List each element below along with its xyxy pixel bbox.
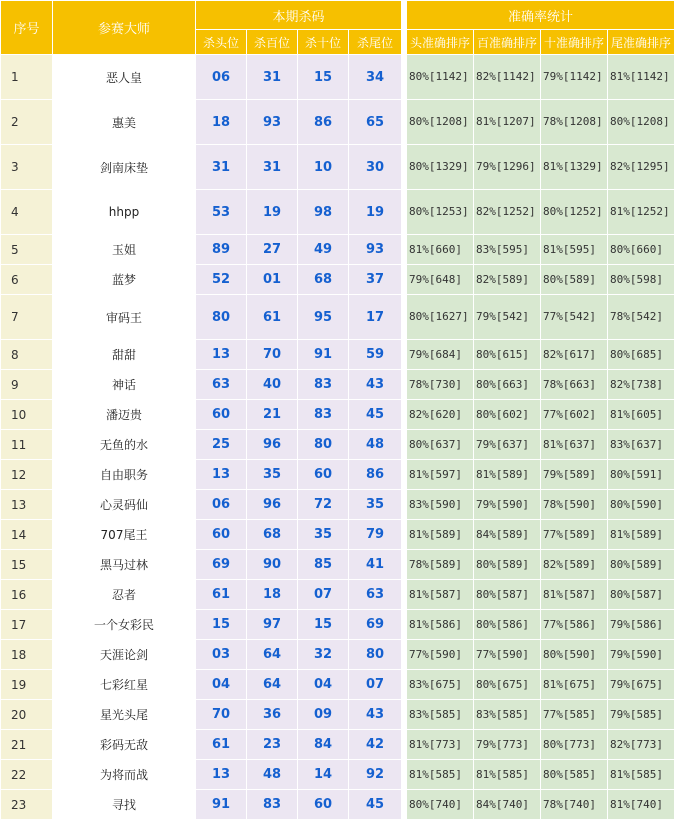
accuracy-stat: 81%[587] [407, 580, 473, 609]
kill-number: 89 [196, 235, 246, 264]
master-name: 自由职务 [53, 460, 195, 489]
accuracy-stat: 83%[590] [407, 490, 473, 519]
accuracy-stat: 77%[590] [407, 640, 473, 669]
accuracy-stat: 79%[586] [608, 610, 674, 639]
accuracy-stat: 78%[730] [407, 370, 473, 399]
kill-number: 45 [349, 790, 401, 819]
kill-number: 80 [298, 430, 348, 459]
accuracy-stat: 80%[1208] [608, 100, 674, 144]
accuracy-stat: 81%[595] [541, 235, 607, 264]
kill-number: 48 [349, 430, 401, 459]
accuracy-stat: 77%[589] [541, 520, 607, 549]
accuracy-stat: 80%[1253] [407, 190, 473, 234]
kill-number: 52 [196, 265, 246, 294]
kill-group-header: 本期杀码 [196, 1, 401, 29]
master-header: 参赛大师 [53, 1, 195, 54]
kill-number: 83 [298, 400, 348, 429]
row-seq: 17 [1, 610, 52, 639]
master-name: 无鱼的水 [53, 430, 195, 459]
accuracy-stat: 80%[586] [474, 610, 540, 639]
master-name: 彩码无敌 [53, 730, 195, 759]
master-name: 为将而战 [53, 760, 195, 789]
row-seq: 21 [1, 730, 52, 759]
kill-number: 43 [349, 370, 401, 399]
kill-number: 83 [298, 370, 348, 399]
kill-number: 80 [196, 295, 246, 339]
row-separator [402, 430, 406, 459]
accuracy-stat: 79%[542] [474, 295, 540, 339]
stat-col-header: 头准确排序 [407, 30, 473, 54]
accuracy-stat: 81%[740] [608, 790, 674, 819]
row-seq: 6 [1, 265, 52, 294]
row-separator [402, 490, 406, 519]
kill-col-header: 杀十位 [298, 30, 348, 54]
kill-number: 70 [196, 700, 246, 729]
accuracy-stat: 80%[663] [474, 370, 540, 399]
row-separator [402, 55, 406, 99]
table-row [1, 550, 674, 579]
kill-number: 10 [298, 145, 348, 189]
kill-number: 15 [298, 610, 348, 639]
kill-number: 97 [247, 610, 297, 639]
kill-number: 31 [247, 145, 297, 189]
master-name: 七彩红星 [53, 670, 195, 699]
accuracy-stat: 81%[585] [474, 760, 540, 789]
master-name: 忍者 [53, 580, 195, 609]
kill-col-header: 杀头位 [196, 30, 246, 54]
master-name: 玉姐 [53, 235, 195, 264]
row-seq: 15 [1, 550, 52, 579]
master-name: 剑南床垫 [53, 145, 195, 189]
accuracy-stat: 81%[1142] [608, 55, 674, 99]
kill-number: 61 [196, 580, 246, 609]
kill-number: 49 [298, 235, 348, 264]
table-row [1, 490, 674, 519]
kill-number: 23 [247, 730, 297, 759]
row-separator [402, 640, 406, 669]
kill-number: 68 [298, 265, 348, 294]
stat-group-header: 准确率统计 [407, 1, 674, 29]
accuracy-stat: 83%[585] [407, 700, 473, 729]
kill-number: 83 [247, 790, 297, 819]
kill-number: 36 [247, 700, 297, 729]
kill-number: 90 [247, 550, 297, 579]
accuracy-stat: 82%[738] [608, 370, 674, 399]
row-separator [402, 790, 406, 819]
row-seq: 12 [1, 460, 52, 489]
accuracy-stat: 83%[637] [608, 430, 674, 459]
accuracy-stat: 81%[1329] [541, 145, 607, 189]
master-name: 神话 [53, 370, 195, 399]
row-seq: 3 [1, 145, 52, 189]
accuracy-stat: 81%[1252] [608, 190, 674, 234]
kill-number: 69 [349, 610, 401, 639]
kill-number: 86 [349, 460, 401, 489]
table-row [1, 265, 674, 294]
accuracy-stat: 78%[1208] [541, 100, 607, 144]
kill-number: 59 [349, 340, 401, 369]
kill-number: 19 [247, 190, 297, 234]
kill-number: 93 [247, 100, 297, 144]
row-seq: 14 [1, 520, 52, 549]
kill-number: 31 [196, 145, 246, 189]
kill-number: 32 [298, 640, 348, 669]
accuracy-stat: 77%[542] [541, 295, 607, 339]
kill-number: 61 [196, 730, 246, 759]
accuracy-stat: 80%[675] [474, 670, 540, 699]
accuracy-stat: 81%[589] [474, 460, 540, 489]
table-row [1, 520, 674, 549]
row-seq: 1 [1, 55, 52, 99]
kill-number: 19 [349, 190, 401, 234]
accuracy-stat: 80%[1252] [541, 190, 607, 234]
kill-number: 13 [196, 340, 246, 369]
table-row [1, 460, 674, 489]
kill-number: 18 [247, 580, 297, 609]
accuracy-stat: 80%[740] [407, 790, 473, 819]
row-seq: 22 [1, 760, 52, 789]
accuracy-stat: 80%[660] [608, 235, 674, 264]
kill-number: 07 [349, 670, 401, 699]
table-row [1, 730, 674, 759]
kill-number: 60 [298, 460, 348, 489]
accuracy-stat: 81%[1207] [474, 100, 540, 144]
row-seq: 11 [1, 430, 52, 459]
row-seq: 13 [1, 490, 52, 519]
row-seq: 20 [1, 700, 52, 729]
accuracy-stat: 79%[648] [407, 265, 473, 294]
accuracy-stat: 79%[675] [608, 670, 674, 699]
accuracy-stat: 77%[585] [541, 700, 607, 729]
kill-number: 80 [349, 640, 401, 669]
master-name: hhpp [53, 190, 195, 234]
row-seq: 9 [1, 370, 52, 399]
accuracy-stat: 80%[773] [541, 730, 607, 759]
accuracy-stat: 81%[589] [608, 520, 674, 549]
row-seq: 7 [1, 295, 52, 339]
master-name: 星光头尾 [53, 700, 195, 729]
row-separator [402, 520, 406, 549]
accuracy-stat: 81%[597] [407, 460, 473, 489]
kill-number: 68 [247, 520, 297, 549]
accuracy-stat: 80%[1329] [407, 145, 473, 189]
accuracy-stat: 82%[589] [541, 550, 607, 579]
kill-number: 45 [349, 400, 401, 429]
table-row [1, 580, 674, 609]
stat-col-header: 尾准确排序 [608, 30, 674, 54]
stat-col-header: 十准确排序 [541, 30, 607, 54]
kill-number: 18 [196, 100, 246, 144]
accuracy-stat: 81%[660] [407, 235, 473, 264]
accuracy-stat: 82%[620] [407, 400, 473, 429]
kill-number: 17 [349, 295, 401, 339]
accuracy-stat: 79%[585] [608, 700, 674, 729]
accuracy-stat: 80%[598] [608, 265, 674, 294]
master-name: 寻找 [53, 790, 195, 819]
kill-number: 09 [298, 700, 348, 729]
accuracy-stat: 78%[663] [541, 370, 607, 399]
row-separator [402, 460, 406, 489]
accuracy-stat: 80%[587] [474, 580, 540, 609]
accuracy-stat: 80%[585] [541, 760, 607, 789]
table-row [1, 760, 674, 789]
accuracy-stat: 79%[637] [474, 430, 540, 459]
row-separator [402, 580, 406, 609]
table-row [1, 145, 674, 189]
accuracy-stat: 83%[585] [474, 700, 540, 729]
accuracy-stat: 81%[637] [541, 430, 607, 459]
row-separator [402, 670, 406, 699]
row-separator [402, 235, 406, 264]
kill-number: 63 [196, 370, 246, 399]
accuracy-stat: 82%[1142] [474, 55, 540, 99]
accuracy-stat: 79%[1296] [474, 145, 540, 189]
table-row [1, 295, 674, 339]
kill-number: 06 [196, 55, 246, 99]
kill-number: 42 [349, 730, 401, 759]
table-row [1, 700, 674, 729]
accuracy-stat: 82%[1252] [474, 190, 540, 234]
accuracy-stat: 80%[589] [541, 265, 607, 294]
kill-number: 72 [298, 490, 348, 519]
row-seq: 16 [1, 580, 52, 609]
row-separator [402, 550, 406, 579]
kill-number: 85 [298, 550, 348, 579]
accuracy-stat: 81%[675] [541, 670, 607, 699]
accuracy-stat: 80%[637] [407, 430, 473, 459]
kill-number: 35 [247, 460, 297, 489]
accuracy-stat: 80%[1208] [407, 100, 473, 144]
kill-number: 13 [196, 760, 246, 789]
row-seq: 10 [1, 400, 52, 429]
kill-number: 03 [196, 640, 246, 669]
accuracy-stat: 82%[589] [474, 265, 540, 294]
accuracy-stat: 80%[589] [608, 550, 674, 579]
accuracy-stat: 77%[590] [474, 640, 540, 669]
accuracy-stat: 80%[587] [608, 580, 674, 609]
kill-number: 35 [349, 490, 401, 519]
table-row [1, 400, 674, 429]
kill-number: 01 [247, 265, 297, 294]
kill-number: 13 [196, 460, 246, 489]
master-name: 黑马过林 [53, 550, 195, 579]
kill-number: 60 [196, 520, 246, 549]
kill-number: 31 [247, 55, 297, 99]
kill-number: 48 [247, 760, 297, 789]
master-name: 心灵码仙 [53, 490, 195, 519]
accuracy-stat: 81%[605] [608, 400, 674, 429]
accuracy-stat: 81%[587] [541, 580, 607, 609]
kill-number: 15 [196, 610, 246, 639]
table-row [1, 340, 674, 369]
accuracy-stat: 80%[590] [608, 490, 674, 519]
row-separator [402, 700, 406, 729]
master-name: 一个女彩民 [53, 610, 195, 639]
row-separator [402, 370, 406, 399]
accuracy-stat: 80%[589] [474, 550, 540, 579]
kill-number: 64 [247, 640, 297, 669]
kill-number: 64 [247, 670, 297, 699]
kill-number: 21 [247, 400, 297, 429]
kill-col-header: 杀百位 [247, 30, 297, 54]
stat-col-header: 百准确排序 [474, 30, 540, 54]
kill-number: 14 [298, 760, 348, 789]
accuracy-stat: 79%[590] [608, 640, 674, 669]
master-name: 惠美 [53, 100, 195, 144]
accuracy-stat: 81%[585] [407, 760, 473, 789]
kill-number: 93 [349, 235, 401, 264]
accuracy-stat: 78%[740] [541, 790, 607, 819]
kill-number: 91 [196, 790, 246, 819]
kill-number: 27 [247, 235, 297, 264]
kill-number: 40 [247, 370, 297, 399]
table-row [1, 55, 674, 99]
accuracy-stat: 84%[740] [474, 790, 540, 819]
master-name: 潘迈贵 [53, 400, 195, 429]
kill-number: 61 [247, 295, 297, 339]
kill-number: 96 [247, 430, 297, 459]
master-name: 707尾王 [53, 520, 195, 549]
table-body [1, 55, 674, 819]
table-row [1, 610, 674, 639]
kill-number: 79 [349, 520, 401, 549]
kill-number: 95 [298, 295, 348, 339]
accuracy-stat: 79%[589] [541, 460, 607, 489]
kill-number: 41 [349, 550, 401, 579]
row-seq: 19 [1, 670, 52, 699]
accuracy-stat: 82%[773] [608, 730, 674, 759]
accuracy-stat: 78%[590] [541, 490, 607, 519]
kill-number: 43 [349, 700, 401, 729]
kill-number: 15 [298, 55, 348, 99]
accuracy-stat: 80%[591] [608, 460, 674, 489]
master-name: 恶人皇 [53, 55, 195, 99]
accuracy-stat: 80%[602] [474, 400, 540, 429]
master-name: 天涯论剑 [53, 640, 195, 669]
row-seq: 5 [1, 235, 52, 264]
row-separator [402, 730, 406, 759]
accuracy-stat: 77%[602] [541, 400, 607, 429]
row-separator [402, 295, 406, 339]
kill-number: 25 [196, 430, 246, 459]
accuracy-stat: 80%[615] [474, 340, 540, 369]
kill-number: 34 [349, 55, 401, 99]
row-separator [402, 340, 406, 369]
accuracy-stat: 84%[589] [474, 520, 540, 549]
kill-number: 86 [298, 100, 348, 144]
accuracy-stat: 81%[585] [608, 760, 674, 789]
accuracy-stat: 80%[590] [541, 640, 607, 669]
kill-number: 60 [298, 790, 348, 819]
kill-number: 65 [349, 100, 401, 144]
kill-number: 92 [349, 760, 401, 789]
master-name: 蓝梦 [53, 265, 195, 294]
kill-number: 37 [349, 265, 401, 294]
row-seq: 18 [1, 640, 52, 669]
kill-number: 69 [196, 550, 246, 579]
table-row [1, 370, 674, 399]
master-name: 审码王 [53, 295, 195, 339]
row-separator [402, 100, 406, 144]
accuracy-stat: 80%[1142] [407, 55, 473, 99]
accuracy-stat: 77%[586] [541, 610, 607, 639]
accuracy-stat: 83%[675] [407, 670, 473, 699]
kill-number: 04 [298, 670, 348, 699]
row-seq: 4 [1, 190, 52, 234]
kill-number: 53 [196, 190, 246, 234]
accuracy-stat: 81%[586] [407, 610, 473, 639]
accuracy-stat: 79%[773] [474, 730, 540, 759]
accuracy-stat: 78%[542] [608, 295, 674, 339]
kill-number: 63 [349, 580, 401, 609]
kill-number: 98 [298, 190, 348, 234]
row-seq: 2 [1, 100, 52, 144]
row-separator [402, 190, 406, 234]
seq-header: 序号 [1, 1, 52, 54]
row-seq: 23 [1, 790, 52, 819]
table-row [1, 790, 674, 819]
row-separator [402, 265, 406, 294]
accuracy-stat: 80%[685] [608, 340, 674, 369]
row-seq: 8 [1, 340, 52, 369]
kill-col-header: 杀尾位 [349, 30, 401, 54]
table-row [1, 235, 674, 264]
accuracy-stat: 81%[589] [407, 520, 473, 549]
accuracy-stat: 82%[617] [541, 340, 607, 369]
kill-number: 30 [349, 145, 401, 189]
row-separator [402, 760, 406, 789]
table-row [1, 640, 674, 669]
master-name: 甜甜 [53, 340, 195, 369]
accuracy-stat: 79%[590] [474, 490, 540, 519]
kill-number: 07 [298, 580, 348, 609]
kill-number: 96 [247, 490, 297, 519]
kill-number: 84 [298, 730, 348, 759]
table-row [1, 100, 674, 144]
kill-number: 04 [196, 670, 246, 699]
table-row [1, 670, 674, 699]
kill-number: 35 [298, 520, 348, 549]
accuracy-stat: 80%[1627] [407, 295, 473, 339]
accuracy-stat: 83%[595] [474, 235, 540, 264]
table-row [1, 430, 674, 459]
accuracy-stat: 82%[1295] [608, 145, 674, 189]
row-separator [402, 145, 406, 189]
group-separator [402, 1, 406, 54]
accuracy-stat: 78%[589] [407, 550, 473, 579]
accuracy-stat: 79%[684] [407, 340, 473, 369]
kill-number: 60 [196, 400, 246, 429]
table-row [1, 190, 674, 234]
row-separator [402, 400, 406, 429]
kill-number: 91 [298, 340, 348, 369]
kill-number: 06 [196, 490, 246, 519]
kill-number: 70 [247, 340, 297, 369]
row-separator [402, 610, 406, 639]
accuracy-stat: 79%[1142] [541, 55, 607, 99]
accuracy-stat: 81%[773] [407, 730, 473, 759]
